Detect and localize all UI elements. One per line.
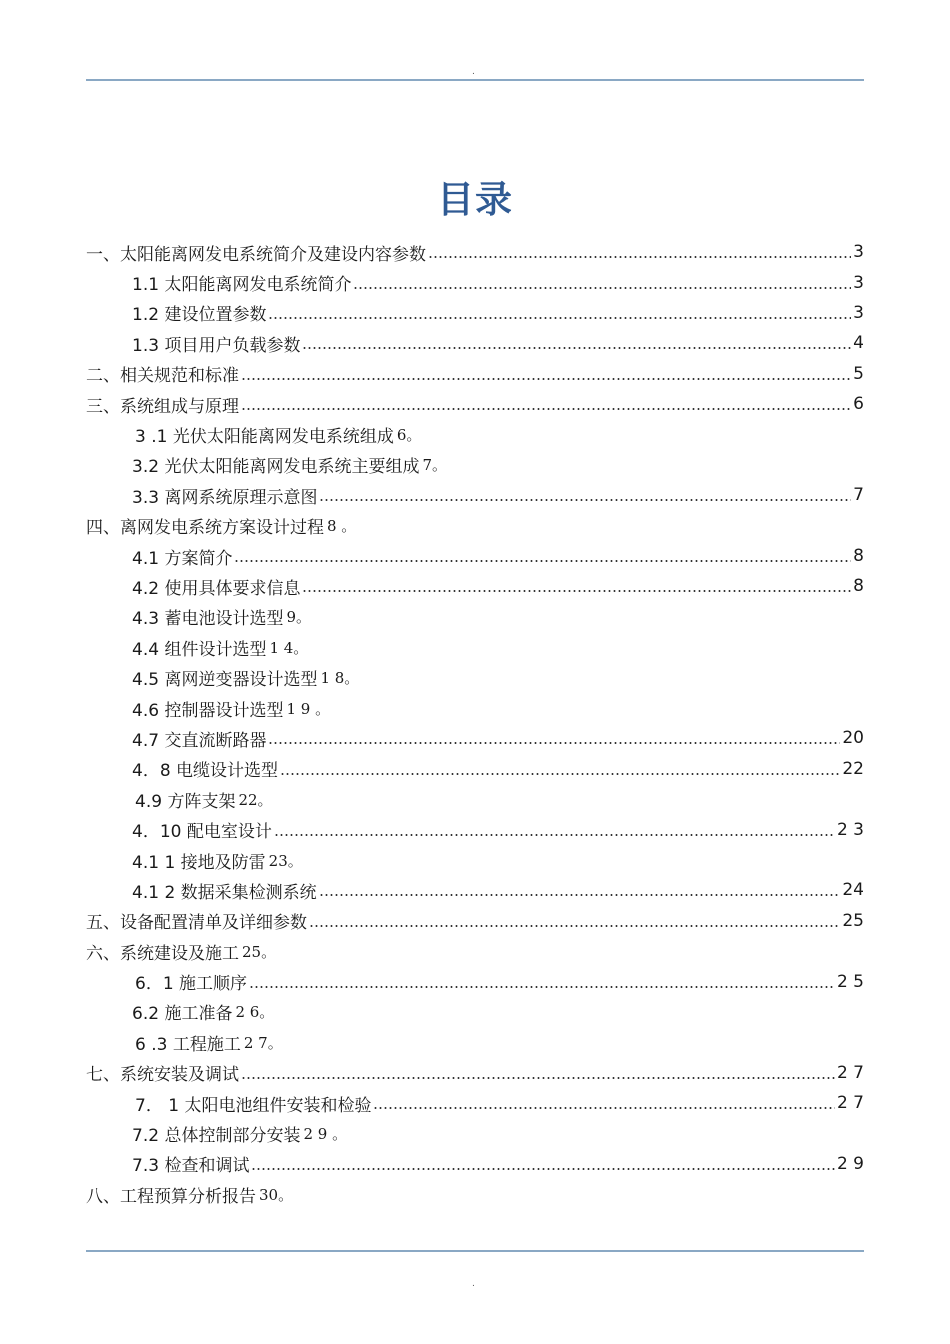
toc-entry-label: 1.1 太阳能离网发电系统简介 — [132, 275, 352, 296]
toc-leader — [373, 1107, 835, 1109]
toc-entry[interactable] — [86, 237, 864, 267]
toc-leader — [268, 317, 851, 319]
toc-entry-page: 7 — [853, 485, 864, 506]
toc-entry-page: 5 — [853, 363, 864, 384]
toc-leader — [353, 287, 851, 289]
toc-entry[interactable] — [86, 936, 864, 966]
toc-leader — [241, 408, 851, 410]
toc-entry[interactable] — [86, 662, 864, 692]
toc-entry-label: 4.1 2 数据采集检测系统 — [132, 882, 317, 903]
toc-entry-tail: 1 4。 — [269, 638, 309, 657]
table-of-contents — [86, 237, 864, 1210]
toc-entry[interactable] — [86, 1149, 864, 1179]
toc-entry-label: 3.2 光伏太阳能离网发电系统主要组成 — [132, 457, 420, 478]
toc-entry[interactable] — [86, 328, 864, 358]
toc-entry-page: 4 — [853, 333, 864, 354]
toc-leader — [309, 925, 840, 927]
toc-entry[interactable] — [86, 571, 864, 601]
toc-leader — [249, 986, 835, 988]
toc-entry[interactable] — [86, 359, 864, 389]
toc-entry-label: 6．1 施工顺序 — [135, 974, 248, 995]
toc-entry[interactable] — [86, 845, 864, 875]
toc-leader — [302, 590, 851, 592]
toc-entry-label: 3 .1 光伏太阳能离网发电系统组成 — [135, 427, 394, 448]
toc-entry-page: 2 7 — [836, 1062, 864, 1083]
toc-entry[interactable] — [86, 267, 864, 297]
header-rule — [86, 79, 864, 81]
toc-entry-page: 3 — [853, 302, 864, 323]
toc-entry-tail: 8 。 — [327, 517, 357, 536]
toc-entry[interactable] — [86, 1058, 864, 1088]
toc-entry-page: 20 — [842, 728, 864, 749]
toc-entry[interactable] — [86, 511, 864, 541]
toc-leader — [268, 742, 840, 744]
toc-entry-tail: 30。 — [259, 1185, 294, 1204]
toc-entry-label: 6 .3 工程施工 — [135, 1034, 241, 1055]
toc-entry-label: 4.5 离网逆变器设计选型 — [132, 670, 318, 691]
toc-entry-tail: 2 7。 — [243, 1033, 283, 1052]
toc-leader — [319, 894, 841, 896]
toc-leader — [251, 1168, 835, 1170]
toc-entry[interactable] — [86, 1118, 864, 1148]
toc-leader — [234, 560, 851, 562]
toc-entry-label: 4．8 电缆设计选型 — [132, 761, 279, 782]
toc-entry-page: 2 7 — [836, 1093, 864, 1114]
toc-entry[interactable] — [86, 450, 864, 480]
toc-leader — [319, 499, 851, 501]
toc-entry[interactable] — [86, 1088, 864, 1118]
toc-entry[interactable] — [86, 723, 864, 753]
toc-entry-tail: 9。 — [286, 608, 311, 627]
toc-entry-page: 8 — [853, 546, 864, 567]
toc-leader — [241, 378, 851, 380]
toc-entry-label: 1.3 项目用户负载参数 — [132, 335, 301, 356]
toc-entry-label: 4．10 配电室设计 — [132, 822, 272, 843]
toc-title: 目录 — [437, 178, 513, 221]
toc-leader — [428, 256, 851, 258]
toc-entry-page: 2 9 — [836, 1153, 864, 1174]
toc-entry[interactable] — [86, 754, 864, 784]
toc-entry-tail: 23。 — [268, 851, 303, 870]
toc-entry-tail: 22。 — [238, 790, 273, 809]
toc-entry-label: 4.1 方案简介 — [132, 548, 233, 569]
toc-entry-label: 4.9 方阵支架 — [135, 791, 236, 812]
toc-entry[interactable] — [86, 814, 864, 844]
toc-entry-label: 三、系统组成与原理 — [86, 396, 239, 417]
toc-leader — [302, 347, 851, 349]
toc-entry[interactable] — [86, 389, 864, 419]
toc-entry-tail: 25。 — [242, 942, 277, 961]
toc-entry-label: 6.2 施工准备 — [132, 1004, 233, 1025]
toc-entry[interactable] — [86, 419, 864, 449]
toc-entry[interactable] — [86, 693, 864, 723]
toc-entry-page: 2 3 — [836, 819, 864, 840]
toc-entry-label: 3.3 离网系统原理示意图 — [132, 487, 318, 508]
toc-leader — [280, 773, 840, 775]
toc-entry-label: 八、工程预算分析报告 — [86, 1186, 256, 1207]
toc-entry[interactable] — [86, 966, 864, 996]
toc-leader — [241, 1077, 835, 1079]
toc-entry-label: 4.6 控制器设计选型 — [132, 700, 284, 721]
toc-leader — [274, 834, 835, 836]
toc-entry-label: 二、相关规范和标准 — [86, 366, 239, 387]
footer-mark: . — [472, 1279, 475, 1289]
toc-entry[interactable] — [86, 784, 864, 814]
toc-entry[interactable] — [86, 1179, 864, 1209]
toc-entry-page: 2 5 — [836, 971, 864, 992]
toc-entry-page: 25 — [842, 910, 864, 931]
toc-entry[interactable] — [86, 906, 864, 936]
toc-entry-tail: 2 6。 — [235, 1003, 275, 1022]
toc-entry-label: 4.3 蓄电池设计选型 — [132, 609, 284, 630]
toc-entry[interactable] — [86, 541, 864, 571]
toc-entry-label: 一、太阳能离网发电系统简介及建设内容参数 — [86, 244, 426, 265]
toc-entry-tail: 7。 — [422, 456, 447, 475]
toc-entry-label: 五、设备配置清单及详细参数 — [86, 913, 307, 934]
footer-rule — [86, 1250, 864, 1252]
toc-entry-label: 1.2 建设位置参数 — [132, 305, 267, 326]
toc-entry-tail: 1 9 。 — [286, 699, 331, 718]
toc-entry-tail: 6。 — [396, 426, 422, 445]
toc-entry-tail: 1 8。 — [320, 669, 360, 688]
toc-entry[interactable] — [86, 632, 864, 662]
toc-entry[interactable] — [86, 480, 864, 510]
toc-entry-page: 3 — [853, 272, 864, 293]
toc-entry-label: 7． 1 太阳电池组件安装和检验 — [135, 1095, 372, 1116]
toc-entry-label: 4.7 交直流断路器 — [132, 730, 267, 751]
toc-entry[interactable] — [86, 298, 864, 328]
toc-entry[interactable] — [86, 875, 864, 905]
toc-entry-page: 3 — [853, 242, 864, 263]
toc-entry-label: 7.3 检查和调试 — [132, 1156, 250, 1177]
toc-entry-label: 7.2 总体控制部分安装 — [132, 1126, 301, 1147]
toc-entry-label: 4.2 使用具体要求信息 — [132, 578, 301, 599]
toc-entry-label: 七、系统安装及调试 — [86, 1065, 239, 1086]
header-mark: . — [472, 67, 475, 77]
toc-entry-tail: 2 9 。 — [303, 1125, 348, 1144]
toc-entry[interactable] — [86, 1027, 864, 1057]
toc-entry-page: 6 — [853, 394, 864, 415]
toc-entry[interactable] — [86, 602, 864, 632]
toc-entry-label: 4.4 组件设计选型 — [132, 639, 267, 660]
toc-entry-page: 8 — [853, 576, 864, 597]
toc-entry[interactable] — [86, 997, 864, 1027]
toc-entry-label: 六、系统建设及施工 — [86, 943, 239, 964]
toc-entry-label: 4.1 1 接地及防雷 — [132, 852, 266, 873]
toc-entry-page: 22 — [842, 758, 864, 779]
toc-entry-label: 四、离网发电系统方案设计过程 — [86, 518, 324, 539]
toc-entry-page: 24 — [842, 880, 864, 901]
